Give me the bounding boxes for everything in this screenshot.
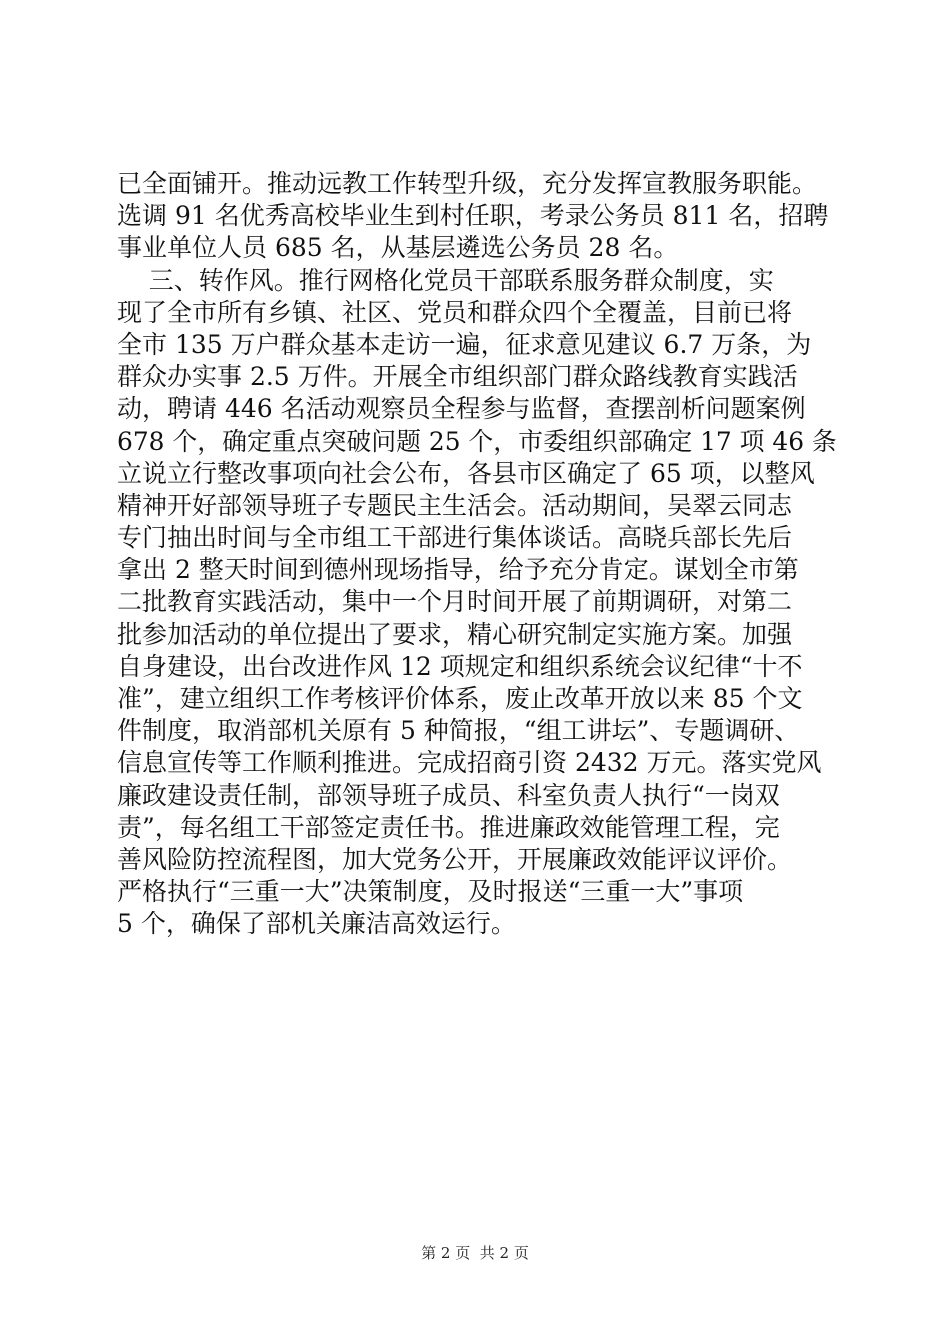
document-body <box>117 168 837 941</box>
text-line: 严格执行“三重一大”决策制度，及时报送“三重一大”事项 <box>117 877 744 907</box>
text-line: 批参加活动的单位提出了要求，精心研究制定实施方案。加强 <box>117 619 793 649</box>
text-line: 自身建设，出台改进作风 12 项规定和组织系统会议纪律“十不 <box>117 651 803 681</box>
text-line: 精神开好部领导班子专题民主生活会。活动期间，吴翠云同志 <box>117 490 793 520</box>
text-line: 678 个，确定重点突破问题 25 个，市委组织部确定 17 项 46 条 <box>117 426 837 456</box>
text-line: 已全面铺开。推动远教工作转型升级，充分发挥宣教服务职能。 <box>117 169 818 198</box>
text-line: 选调 91 名优秀高校毕业生到村任职，考录公务员 811 名，招聘 <box>117 201 829 231</box>
text-line: 信息宣传等工作顺利推进。完成招商引资 2432 万元。落实党风 <box>117 748 822 778</box>
text-line: 群众办实事 2.5 万件。开展全市组织部门群众路线教育实践活 <box>117 362 798 392</box>
text-line: 动，聘请 446 名活动观察员全程参与监督，查摆剖析问题案例 <box>117 394 806 424</box>
text-line: 专门抽出时间与全市组工干部进行集体谈话。高晓兵部长先后 <box>117 523 793 553</box>
text-line: 现了全市所有乡镇、社区、党员和群众四个全覆盖，目前已将 <box>117 297 793 327</box>
page-number-label: 第 2 页 共 2 页 <box>421 1244 529 1262</box>
text-line: 事业单位人员 685 名，从基层遴选公务员 28 名。 <box>117 233 679 263</box>
text-line: 全市 135 万户群众基本走访一遍，征求意见建议 6.7 万条，为 <box>117 329 812 359</box>
text-line: 责”，每名组工干部签定责任书。推进廉政效能管理工程，完 <box>117 812 780 842</box>
text-line: 三、转作风。推行网格化党员干部联系服务群众制度，实 <box>117 265 774 295</box>
text-line: 二批教育实践活动，集中一个月时间开展了前期调研，对第二 <box>117 587 793 617</box>
text-line: 善风险防控流程图，加大党务公开，开展廉政效能评议评价。 <box>117 844 793 874</box>
text-line: 廉政建设责任制，部领导班子成员、科室负责人执行“一岗双 <box>117 780 780 810</box>
text-line: 5 个，确保了部机关廉洁高效运行。 <box>117 909 516 939</box>
text-line: 立说立行整改事项向社会公布，各县市区确定了 65 项，以整风 <box>117 458 815 488</box>
text-line: 件制度，取消部机关原有 5 种简报，“组工讲坛”、专题调研、 <box>117 716 800 746</box>
page-footer <box>0 1243 950 1263</box>
text-line: 拿出 2 整天时间到德州现场指导，给予充分肯定。谋划全市第 <box>117 555 799 585</box>
text-line: 准”，建立组织工作考核评价体系，废止改革开放以来 85 个文 <box>117 684 803 713</box>
